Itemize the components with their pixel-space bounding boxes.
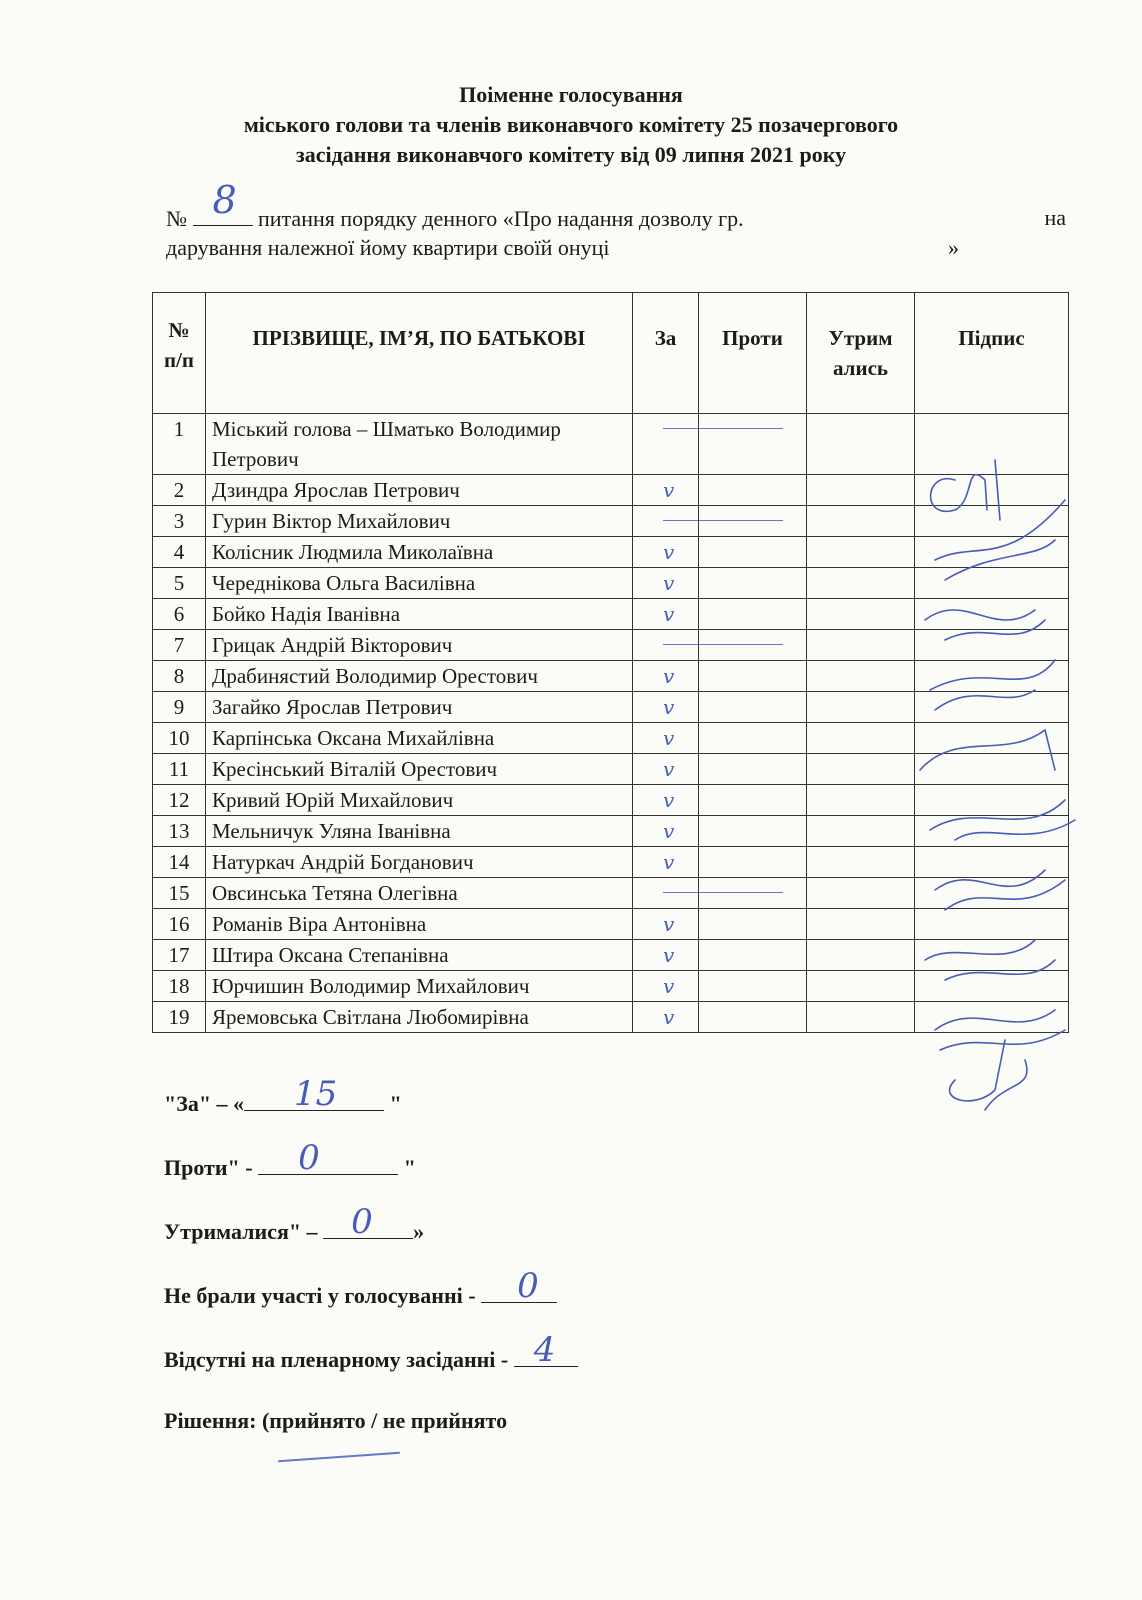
row-abstain bbox=[807, 909, 915, 940]
row-name: Натуркач Андрій Богданович bbox=[206, 847, 633, 878]
row-abstain bbox=[807, 723, 915, 754]
row-number: 3 bbox=[153, 506, 206, 537]
row-for-mark: v bbox=[633, 599, 699, 630]
table-row bbox=[153, 878, 1069, 909]
table-row bbox=[153, 785, 1069, 816]
summary-abstain-label: Утрималися" – bbox=[164, 1219, 324, 1244]
row-abstain bbox=[807, 847, 915, 878]
row-name: Гурин Віктор Михайлович bbox=[206, 506, 633, 537]
row-against bbox=[699, 692, 807, 723]
row-for-mark: v bbox=[633, 661, 699, 692]
row-signature bbox=[915, 506, 1069, 537]
table-row bbox=[153, 909, 1069, 940]
row-number: 18 bbox=[153, 971, 206, 1002]
row-number: 15 bbox=[153, 878, 206, 909]
row-for-mark bbox=[633, 630, 699, 661]
row-number: 17 bbox=[153, 940, 206, 971]
row-signature bbox=[915, 971, 1069, 1002]
summary-abstain-end: » bbox=[413, 1219, 425, 1244]
row-number: 19 bbox=[153, 1002, 206, 1033]
agenda-question bbox=[166, 178, 1066, 263]
table-row bbox=[153, 661, 1069, 692]
row-abstain bbox=[807, 1002, 915, 1033]
row-for-mark bbox=[633, 414, 699, 475]
summary-against-blank bbox=[258, 1138, 398, 1178]
row-number: 14 bbox=[153, 847, 206, 878]
row-abstain bbox=[807, 878, 915, 909]
header-against: Проти bbox=[699, 293, 807, 414]
summary-against bbox=[164, 1138, 578, 1182]
row-against bbox=[699, 816, 807, 847]
summary-not-voted-label: Не брали участі у голосуванні - bbox=[164, 1283, 482, 1308]
row-against bbox=[699, 940, 807, 971]
row-number: 1 bbox=[153, 414, 206, 475]
table-row bbox=[153, 475, 1069, 506]
row-name: Кресінський Віталій Орестович bbox=[206, 754, 633, 785]
row-number: 9 bbox=[153, 692, 206, 723]
summary-absent-label: Відсутні на пленарному засіданні - bbox=[164, 1347, 514, 1372]
row-against bbox=[699, 475, 807, 506]
row-number: 7 bbox=[153, 630, 206, 661]
table-row bbox=[153, 971, 1069, 1002]
row-abstain bbox=[807, 816, 915, 847]
row-number: 5 bbox=[153, 568, 206, 599]
row-for-mark: v bbox=[633, 971, 699, 1002]
table-row bbox=[153, 692, 1069, 723]
row-against bbox=[699, 878, 807, 909]
row-for-mark: v bbox=[633, 475, 699, 506]
summary-against-value: 0 bbox=[298, 1138, 320, 1178]
header-for: За bbox=[633, 293, 699, 414]
question-number-blank bbox=[193, 178, 253, 226]
row-against bbox=[699, 723, 807, 754]
vote-table bbox=[152, 292, 1069, 1033]
row-for-mark bbox=[633, 878, 699, 909]
summary-absent-blank bbox=[514, 1330, 578, 1370]
row-signature bbox=[915, 723, 1069, 754]
vote-summary bbox=[164, 1074, 578, 1472]
decision-label: Рішення: (прийнято / не прийнято bbox=[164, 1408, 508, 1433]
document-title bbox=[0, 80, 1142, 170]
row-signature bbox=[915, 475, 1069, 506]
row-number: 8 bbox=[153, 661, 206, 692]
question-number-prefix: № bbox=[166, 206, 187, 231]
table-row bbox=[153, 816, 1069, 847]
summary-decision bbox=[164, 1408, 578, 1438]
row-name: Яремовська Світлана Любомирівна bbox=[206, 1002, 633, 1033]
row-abstain bbox=[807, 414, 915, 475]
row-for-mark: v bbox=[633, 754, 699, 785]
row-for-mark: v bbox=[633, 1002, 699, 1033]
row-name: Карпінська Оксана Михайлівна bbox=[206, 723, 633, 754]
row-name: Кривий Юрій Михайлович bbox=[206, 785, 633, 816]
summary-for-end: " bbox=[389, 1091, 402, 1116]
row-for-mark: v bbox=[633, 785, 699, 816]
table-row bbox=[153, 537, 1069, 568]
summary-not-voted-value: 0 bbox=[517, 1266, 539, 1306]
row-signature bbox=[915, 630, 1069, 661]
row-for-mark: v bbox=[633, 847, 699, 878]
summary-for-blank bbox=[244, 1074, 384, 1114]
table-header-row bbox=[153, 293, 1069, 414]
table-row bbox=[153, 847, 1069, 878]
row-against bbox=[699, 630, 807, 661]
table-row bbox=[153, 630, 1069, 661]
row-name: Грицак Андрій Вікторович bbox=[206, 630, 633, 661]
row-against bbox=[699, 847, 807, 878]
row-name: Колісник Людмила Миколаївна bbox=[206, 537, 633, 568]
row-against bbox=[699, 909, 807, 940]
summary-against-end: " bbox=[403, 1155, 416, 1180]
row-against bbox=[699, 754, 807, 785]
row-signature bbox=[915, 692, 1069, 723]
summary-abstain bbox=[164, 1202, 578, 1246]
row-signature bbox=[915, 414, 1069, 475]
title-line-3: засідання виконавчого комітету від 09 липня 2021 року bbox=[295, 142, 847, 167]
table-row bbox=[153, 1002, 1069, 1033]
row-abstain bbox=[807, 971, 915, 1002]
row-for-mark: v bbox=[633, 692, 699, 723]
row-name: Загайко Ярослав Петрович bbox=[206, 692, 633, 723]
row-against bbox=[699, 537, 807, 568]
table-row bbox=[153, 599, 1069, 630]
row-signature bbox=[915, 847, 1069, 878]
row-abstain bbox=[807, 785, 915, 816]
summary-absent bbox=[164, 1330, 578, 1374]
row-number: 13 bbox=[153, 816, 206, 847]
row-against bbox=[699, 1002, 807, 1033]
row-for-mark: v bbox=[633, 816, 699, 847]
header-num: № п/п bbox=[153, 293, 206, 414]
summary-abstain-blank bbox=[323, 1202, 413, 1242]
row-against bbox=[699, 506, 807, 537]
question-text-1: питання порядку денного «Про надання дозволу гр. bbox=[258, 206, 744, 231]
row-name: Дзиндра Ярослав Петрович bbox=[206, 475, 633, 506]
row-abstain bbox=[807, 754, 915, 785]
row-abstain bbox=[807, 692, 915, 723]
row-for-mark: v bbox=[633, 723, 699, 754]
row-name: Романів Віра Антонівна bbox=[206, 909, 633, 940]
table-row bbox=[153, 568, 1069, 599]
row-against bbox=[699, 661, 807, 692]
table-row bbox=[153, 723, 1069, 754]
row-number: 12 bbox=[153, 785, 206, 816]
summary-for bbox=[164, 1074, 578, 1118]
row-name: Драбинястий Володимир Орестович bbox=[206, 661, 633, 692]
row-abstain bbox=[807, 475, 915, 506]
header-name: ПРІЗВИЩЕ, ІМ’Я, ПО БАТЬКОВІ bbox=[206, 293, 633, 414]
row-name: Мельничук Уляна Іванівна bbox=[206, 816, 633, 847]
row-signature bbox=[915, 940, 1069, 971]
row-signature bbox=[915, 537, 1069, 568]
row-abstain bbox=[807, 661, 915, 692]
header-abstain: Утрим ались bbox=[807, 293, 915, 414]
row-signature bbox=[915, 785, 1069, 816]
question-text-2-end: » bbox=[948, 235, 959, 260]
row-for-mark: v bbox=[633, 568, 699, 599]
summary-for-label: "За" – « bbox=[164, 1091, 245, 1116]
table-row bbox=[153, 414, 1069, 475]
title-line-2: міського голови та членів виконавчого комітету 25 позачергового bbox=[243, 112, 899, 137]
row-number: 6 bbox=[153, 599, 206, 630]
summary-for-value: 15 bbox=[294, 1074, 338, 1114]
title-line-1: Поіменне голосування bbox=[459, 82, 683, 107]
question-text-1-end: на bbox=[1044, 205, 1066, 230]
row-name: Юрчишин Володимир Михайлович bbox=[206, 971, 633, 1002]
summary-not-voted bbox=[164, 1266, 578, 1310]
row-for-mark: v bbox=[633, 909, 699, 940]
row-abstain bbox=[807, 940, 915, 971]
row-abstain bbox=[807, 630, 915, 661]
row-signature bbox=[915, 661, 1069, 692]
row-abstain bbox=[807, 537, 915, 568]
table-row bbox=[153, 940, 1069, 971]
summary-abstain-value: 0 bbox=[351, 1202, 373, 1242]
row-signature bbox=[915, 754, 1069, 785]
row-name: Штира Оксана Степанівна bbox=[206, 940, 633, 971]
row-signature bbox=[915, 1002, 1069, 1033]
row-name: Овсинська Тетяна Олегівна bbox=[206, 878, 633, 909]
table-row bbox=[153, 754, 1069, 785]
row-number: 10 bbox=[153, 723, 206, 754]
question-number-handwritten: 8 bbox=[212, 178, 237, 222]
row-number: 11 bbox=[153, 754, 206, 785]
row-signature bbox=[915, 909, 1069, 940]
row-signature bbox=[915, 568, 1069, 599]
row-abstain bbox=[807, 568, 915, 599]
row-against bbox=[699, 414, 807, 475]
row-against bbox=[699, 599, 807, 630]
table-row bbox=[153, 506, 1069, 537]
summary-not-voted-blank bbox=[481, 1266, 557, 1306]
row-against bbox=[699, 971, 807, 1002]
header-signature: Підпис bbox=[915, 293, 1069, 414]
summary-absent-value: 4 bbox=[533, 1330, 556, 1370]
row-name: Череднікова Ольга Василівна bbox=[206, 568, 633, 599]
row-for-mark bbox=[633, 506, 699, 537]
row-name: Міський голова – Шматько Володимир Петрович bbox=[206, 414, 633, 475]
row-signature bbox=[915, 878, 1069, 909]
row-for-mark: v bbox=[633, 940, 699, 971]
row-name: Бойко Надія Іванівна bbox=[206, 599, 633, 630]
row-number: 4 bbox=[153, 537, 206, 568]
question-text-2: дарування належної йому квартири своїй онуці bbox=[166, 235, 610, 260]
summary-against-label: Проти" - bbox=[164, 1155, 259, 1180]
row-against bbox=[699, 568, 807, 599]
row-signature bbox=[915, 599, 1069, 630]
row-abstain bbox=[807, 599, 915, 630]
row-number: 2 bbox=[153, 475, 206, 506]
row-signature bbox=[915, 816, 1069, 847]
row-number: 16 bbox=[153, 909, 206, 940]
row-abstain bbox=[807, 506, 915, 537]
row-for-mark: v bbox=[633, 537, 699, 568]
row-against bbox=[699, 785, 807, 816]
